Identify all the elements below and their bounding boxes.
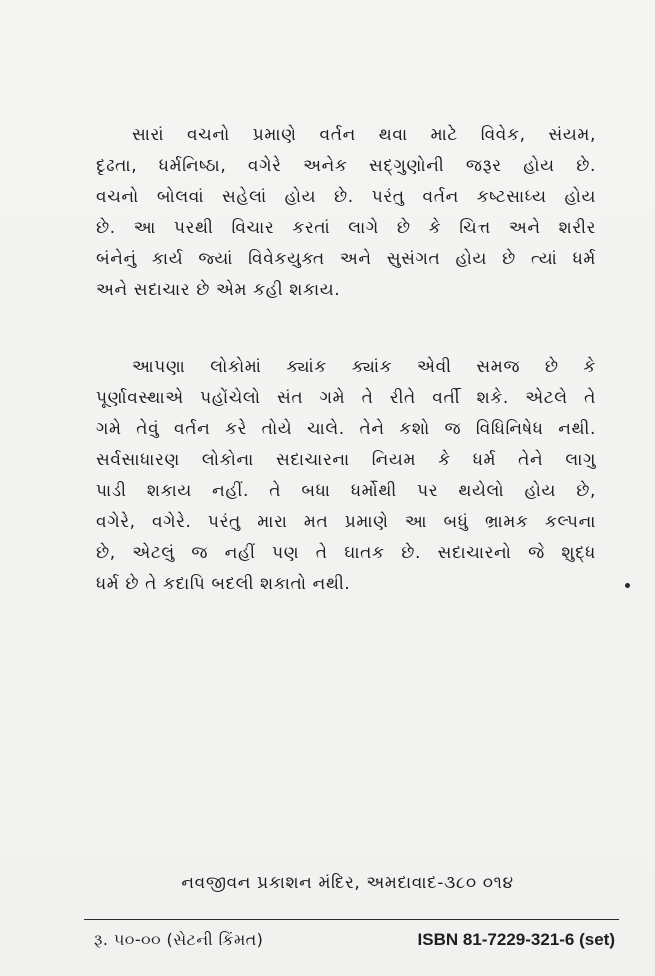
paragraph-line: વચનો બોલવાં સહેલાં હોય છે. પરંતુ વર્તન કષ્ટસાધ્ય હોય <box>96 187 596 207</box>
paragraph-2 <box>96 352 596 600</box>
paragraph-line: વગેરે, વગેરે. પરંતુ મારા મત પ્રમાણે આ બધું ભ્રામક કલ્પના <box>96 512 596 532</box>
publisher-line: નવજીવન પ્રકાશન મંદિર, અમદાવાદ-૩૮૦ ૦૧૪ <box>181 873 514 893</box>
isbn-label: ISBN 81-7229-321-6 (set) <box>417 930 615 949</box>
paragraph-line: ગમે તેવું વર્તન કરે તોયે ચાલે. તેને કશો જ વિધિનિષેધ નથી. <box>96 419 596 439</box>
paragraph-line: દૃઢતા, ધર્મનિષ્ઠા, વગેરે અનેક સદ્‌ગુણોની જરૂર હોય છે. <box>96 156 596 176</box>
paragraph-line: પૂર્ણાવસ્થાએ પહોંચેલો સંત ગમે તે રીતે વર્તી શકે. એટલે તે <box>96 388 596 408</box>
paragraph-line: આપણા લોકોમાં ક્યાંક ક્યાંક એવી સમજ છે કે <box>132 357 596 377</box>
paragraph-1 <box>96 120 596 306</box>
footer-divider <box>84 919 619 920</box>
paragraph-line: છે. આ પરથી વિચાર કરતાં લાગે છે કે ચિત્ત અને શરીર <box>96 218 596 238</box>
paragraph-line: બંનેનું કાર્ય જ્યાં વિવેકયુક્ત અને સુસંગત હોય છે ત્યાં ધર્મ <box>96 249 596 269</box>
ink-dot <box>625 583 630 588</box>
paragraph-line: સર્વસાધારણ લોકોના સદાચારના નિયમ કે ધર્મ તેને લાગુ <box>96 450 596 470</box>
price-label: રૂ. ૫૦-૦૦ (સેટની કિંમત) <box>94 930 264 949</box>
paragraph-line: છે, એટલું જ નહીં પણ તે ઘાતક છે. સદાચારનો જે શુદ્ધ <box>96 543 596 563</box>
paragraph-line: ધર્મ છે તે કદાપિ બદલી શકાતો નથી. <box>96 574 351 594</box>
paragraph-line: અને સદાચાર છે એમ કહી શકાય. <box>96 280 341 300</box>
paragraph-line: સારાં વચનો પ્રમાણે વર્તન થવા માટે વિવેક, સંયમ, <box>132 125 596 145</box>
paragraph-line: પાડી શકાય નહીં. તે બધા ધર્મોથી પર થયેલો હોય છે, <box>96 481 596 501</box>
